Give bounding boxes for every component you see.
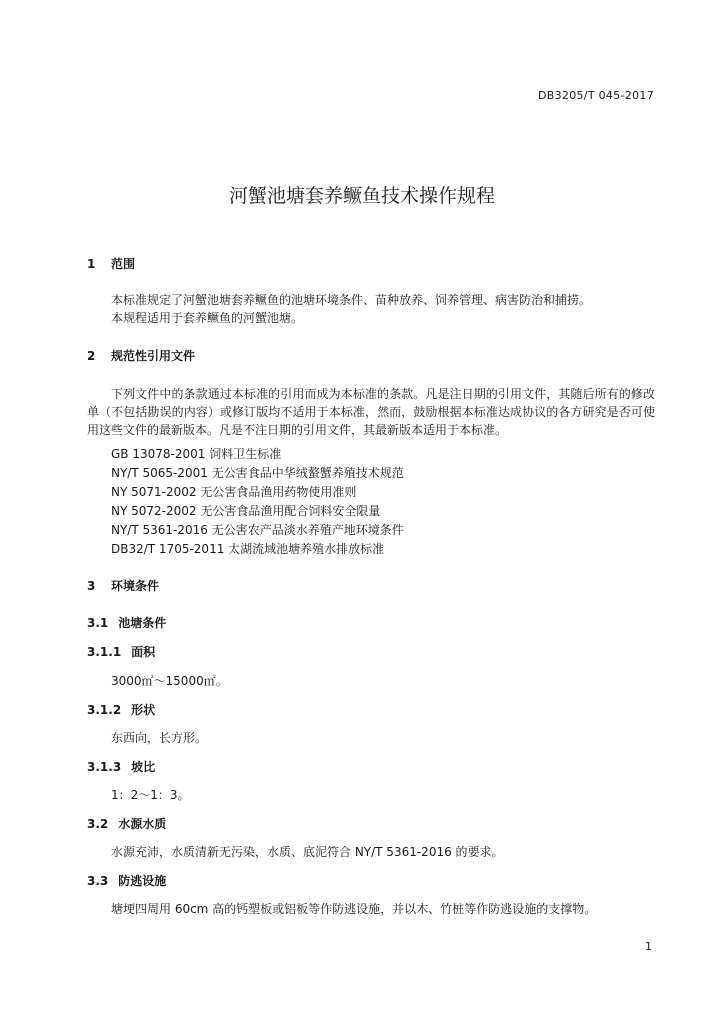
subsection-3-1-1-heading: [87, 643, 155, 660]
reference-item: NY/T 5065-2001 无公害食品中华绒螯蟹养殖技术规范: [111, 466, 404, 480]
reference-item: GB 13078-2001 饲料卫生标准: [111, 447, 282, 461]
subsection-title: 防逃设施: [118, 874, 167, 888]
reference-item: NY 5071-2002 无公害食品渔用药物使用准则: [111, 485, 357, 499]
section-1-heading: [87, 255, 135, 272]
reference-item: NY/T 5361-2016 无公害农产品淡水养殖产地环境条件: [111, 523, 404, 537]
section-title: 范围: [111, 257, 136, 271]
subsection-3-1-2-heading: [87, 701, 155, 718]
scope-paragraph-1: 本标准规定了河蟹池塘套养鳜鱼的池塘环境条件、苗种放养、饲养管理、病害防治和捕捞。: [111, 293, 592, 307]
subsection-title: 池塘条件: [118, 616, 167, 630]
page-number: 1: [645, 940, 652, 953]
shape-text: 东西向，长方形。: [111, 731, 208, 745]
subsection-3-1-heading: [87, 614, 166, 631]
section-title: 规范性引用文件: [111, 349, 196, 363]
subsection-number: 3.3: [87, 874, 109, 888]
subsection-title: 坡比: [131, 760, 156, 774]
section-3-heading: [87, 577, 159, 594]
subsection-number: 3.1.2: [87, 703, 122, 717]
subsection-3-3-heading: [87, 872, 166, 889]
standard-code: DB3205/T 045-2017: [538, 89, 654, 102]
subsection-number: 3.2: [87, 817, 109, 831]
escape-prevention-text: 塘埂四周用 60cm 高的钙塑板或铝板等作防逃设施，并以木、竹桩等作防逃设施的支撑物。: [111, 902, 597, 916]
subsection-number: 3.1: [87, 616, 109, 630]
area-text: 3000㎡～15000㎡。: [111, 674, 228, 688]
slope-text: 1：2～1：3。: [111, 788, 190, 802]
section-number: 1: [87, 257, 96, 271]
water-quality-text: 水源充沛，水质清新无污染，水质、底泥符合 NY/T 5361-2016 的要求。: [111, 845, 504, 859]
subsection-number: 3.1.3: [87, 760, 122, 774]
subsection-3-2-heading: [87, 815, 166, 832]
references-intro-paragraph: 下列文件中的条款通过本标准的引用而成为本标准的条款。凡是注日期的引用文件，其随后所有的修改单（不包括勘误的内容）或修订版均不适用于本标准，然而，鼓励根据本标准达成协议的各方研究是否可使用这些文件的最新版本。凡是不注日期的引用文件，其最新版本适用于本标准。: [87, 387, 655, 437]
document-title: 河蟹池塘套养鳜鱼技术操作规程: [228, 185, 495, 207]
section-2-heading: [87, 347, 195, 364]
section-number: 3: [87, 579, 96, 593]
subsection-title: 水源水质: [118, 817, 167, 831]
reference-item: DB32/T 1705-2011 太湖流域池塘养殖水排放标准: [111, 542, 385, 556]
subsection-title: 面积: [131, 645, 156, 659]
section-title: 环境条件: [111, 579, 160, 593]
subsection-number: 3.1.1: [87, 645, 122, 659]
subsection-3-1-3-heading: [87, 758, 155, 775]
subsection-title: 形状: [131, 703, 156, 717]
section-number: 2: [87, 349, 96, 363]
scope-paragraph-2: 本规程适用于套养鳜鱼的河蟹池塘。: [111, 311, 304, 325]
reference-item: NY 5072-2002 无公害食品渔用配合饲料安全限量: [111, 504, 381, 518]
